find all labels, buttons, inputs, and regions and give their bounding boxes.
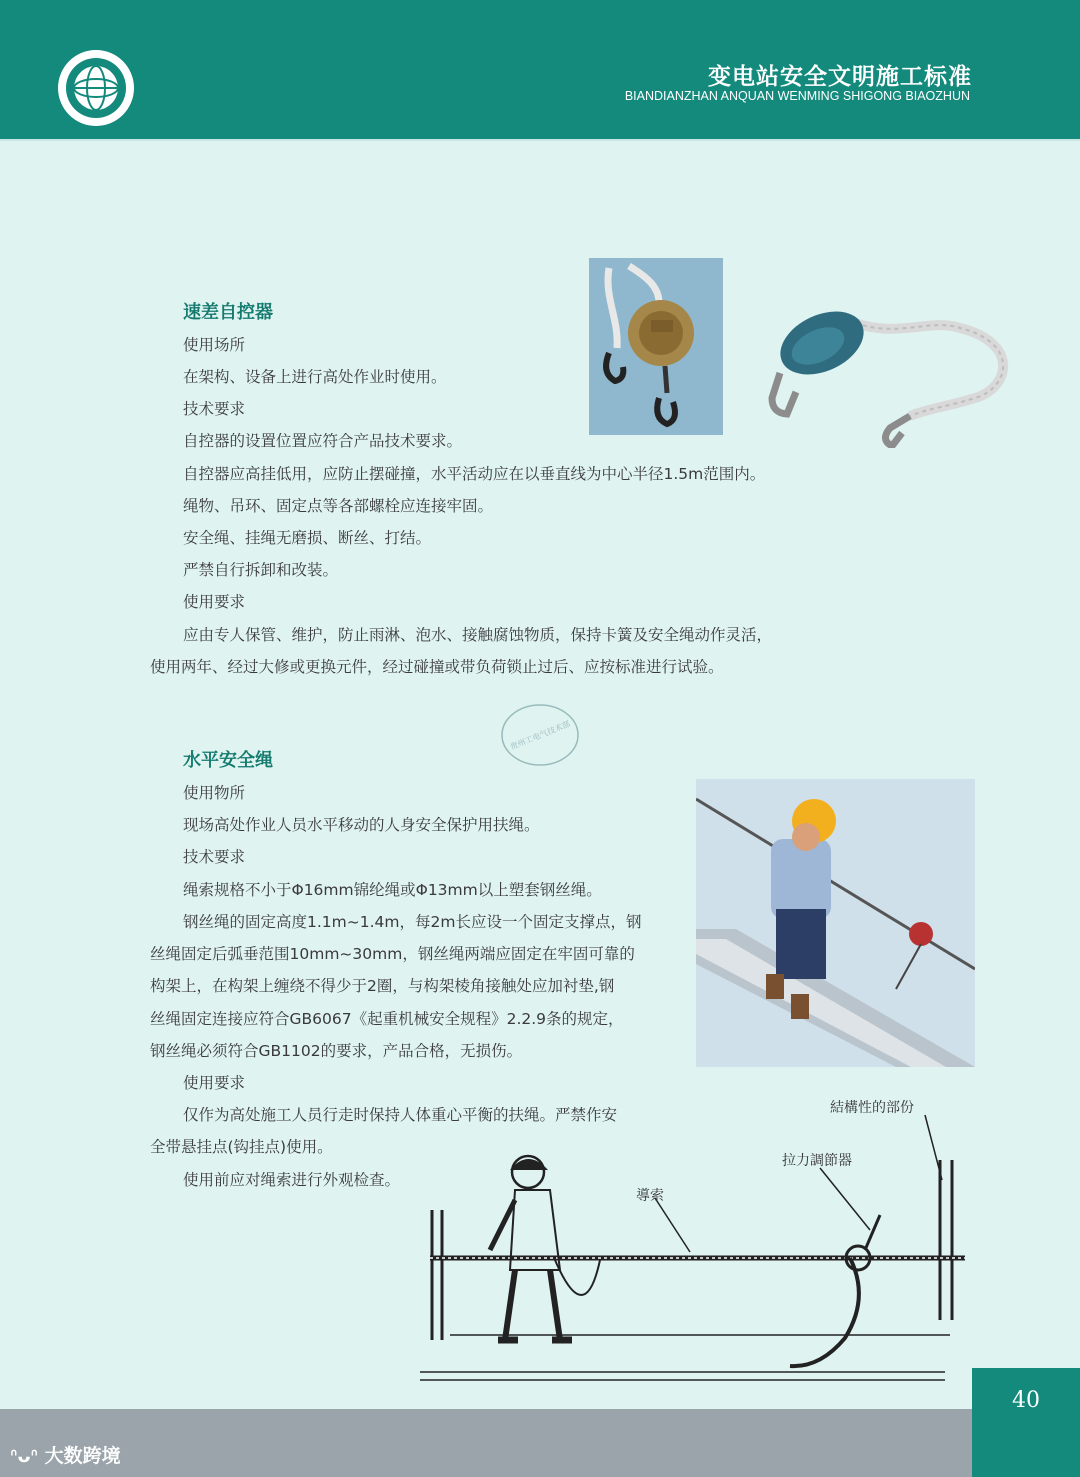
section2-title: 水平安全绳 — [183, 750, 273, 771]
label-rope: 導索 — [636, 1188, 664, 1204]
s1-line: 技术要求 — [183, 400, 246, 418]
s2-line: 全带悬挂点(钩挂点)使用。 — [150, 1138, 333, 1156]
lifeline-diagram — [420, 1090, 980, 1390]
header-divider — [0, 139, 1080, 141]
svg-text:贵州工电气技术部: 贵州工电气技术部 — [508, 719, 572, 752]
s2-line: 丝绳固定后弧垂范围10mm~30mm，钢丝绳两端应固定在牢固可靠的 — [150, 945, 635, 963]
blue-retractor-photo — [760, 288, 1022, 448]
page-number-box — [972, 1368, 1080, 1477]
self-retracting-device-photo — [589, 258, 723, 435]
s2-line: 钢丝绳的固定高度1.1m~1.4m，每2m长应设一个固定支撑点，钢 — [183, 913, 642, 931]
header-subtitle: BIANDIANZHAN ANQUAN WENMING SHIGONG BIAOZHUN — [624, 89, 970, 103]
page-number: 40 — [1012, 1388, 1040, 1413]
s2-line: 使用要求 — [183, 1074, 246, 1092]
s1-line: 自控器的设置位置应符合产品技术要求。 — [183, 432, 463, 450]
label-tensioner: 拉力調節器 — [782, 1153, 852, 1169]
state-grid-logo — [56, 48, 136, 128]
s1-line: 安全绳、挂绳无磨损、断丝、打结。 — [183, 529, 432, 547]
watermark-logo-icon: ᐢᴗᐢ — [10, 1445, 45, 1467]
s2-line: 钢丝绳必须符合GB1102的要求，产品合格，无损伤。 — [150, 1042, 523, 1060]
s1-line: 使用两年、经过大修或更换元件，经过碰撞或带负荷锁止过后、应按标准进行试验。 — [150, 658, 724, 676]
page-header — [0, 0, 1080, 139]
s2-line: 使用物所 — [183, 784, 246, 802]
s1-line: 在架构、设备上进行高处作业时使用。 — [183, 368, 447, 386]
s2-line: 技术要求 — [183, 848, 246, 866]
footer-bar — [0, 1409, 972, 1477]
s1-line: 使用场所 — [183, 336, 246, 354]
s1-line: 使用要求 — [183, 593, 246, 611]
s2-line: 绳索规格不小于Φ16mm锦纶绳或Φ13mm以上塑套钢丝绳。 — [183, 881, 602, 899]
header-title: 变电站安全文明施工标准 — [708, 64, 972, 90]
s2-line: 丝绳固定连接应符合GB6067《起重机械安全规程》2.2.9条的规定， — [150, 1010, 624, 1028]
s1-line: 绳物、吊环、固定点等各部螺栓应连接牢固。 — [183, 497, 494, 515]
s2-line: 使用前应对绳索进行外观检查。 — [183, 1171, 401, 1189]
s2-line: 构架上，在构架上缠绕不得少于2圈，与构架棱角接触处应加衬垫,钢 — [150, 977, 615, 995]
label-structure: 結構性的部份 — [830, 1100, 914, 1116]
s2-line: 现场高处作业人员水平移动的人身安全保护用扶绳。 — [183, 816, 540, 834]
s1-line: 应由专人保管、维护，防止雨淋、泡水、接触腐蚀物质，保持卡簧及安全绳动作灵活， — [183, 626, 773, 644]
s1-line: 严禁自行拆卸和改装。 — [183, 561, 339, 579]
s1-line: 自控器应高挂低用，应防止摆碰撞，水平活动应在以垂直线为中心半径1.5m范围内。 — [183, 465, 766, 483]
section1-title: 速差自控器 — [183, 302, 273, 323]
watermark: ᐢᴗᐢ 大数跨境 — [10, 1445, 121, 1467]
s2-line: 仅作为高处施工人员行走时保持人体重心平衡的扶绳。严禁作安 — [183, 1106, 618, 1124]
inspection-stamp — [498, 700, 582, 770]
worker-on-lifeline-photo — [696, 779, 975, 1067]
